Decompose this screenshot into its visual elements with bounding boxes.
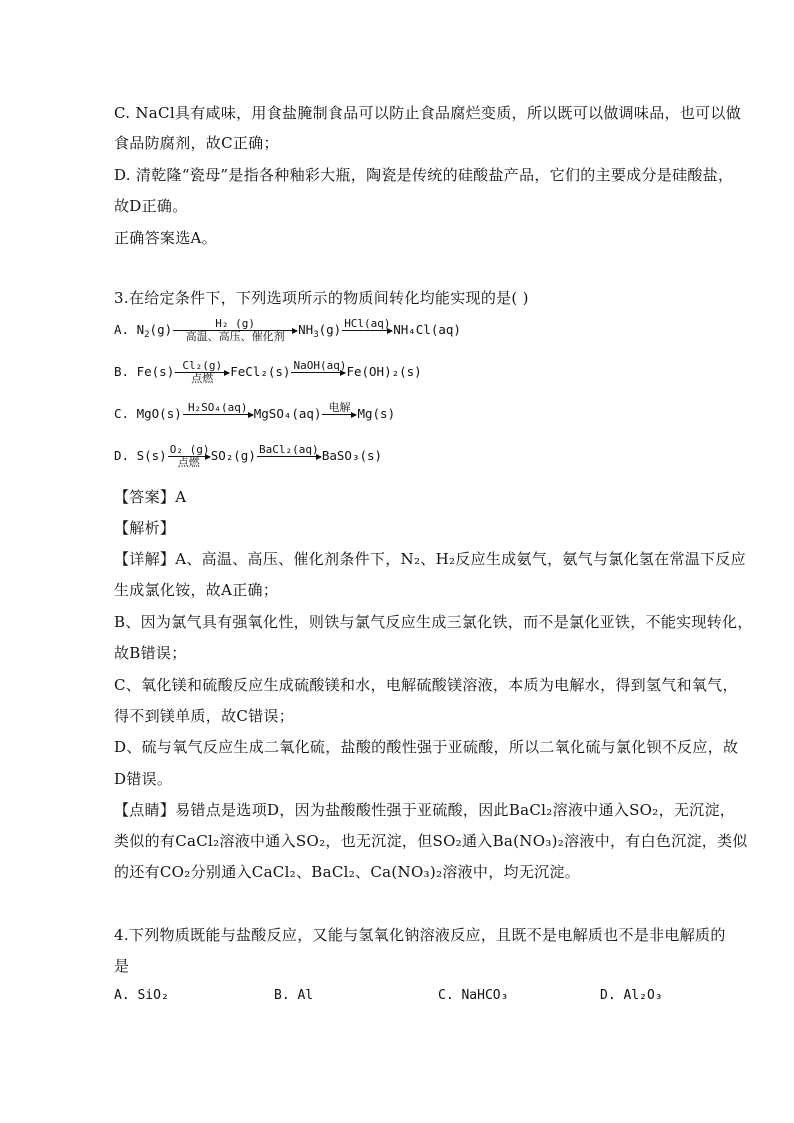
reaction-arrow: NaOH(aq) [293, 359, 347, 372]
tip-line: 的还有CO₂分别通入CaCl₂、BaCl₂、Ca(NO₃)₂溶液中，均无沉淀。 [114, 863, 581, 881]
reaction-arrow: O₂ (g) 点燃 [169, 443, 210, 469]
answer-tag: 【答案】A [114, 488, 187, 506]
q3-option-a: A. $N_2(g)$ H₂ (g) 高温、高压、催化剂 $NH_3(g)$ HCl(aq) NH₄Cl(aq) [114, 317, 461, 343]
q3-option-c: C. MgO(s) H₂SO₄(aq) MgSO₄(aq) 电解 Mg(s) [114, 402, 395, 427]
detail-line: B、因为氯气具有强氧化性，则铁与氯气反应生成三氯化铁，而不是氯化亚铁，不能实现转化， [114, 613, 753, 631]
reaction-arrow: HCl(aq) [344, 317, 391, 330]
q4-option-b: B. Al [274, 988, 314, 1003]
reaction-arrow: BaCl₂(aq) [257, 444, 321, 469]
q4-option-c: C. NaHCO₃ [438, 988, 509, 1003]
q4-option-d: D. Al₂O₃ [600, 988, 663, 1003]
q4-option-a: A. SiO₂ [114, 988, 169, 1003]
question-4-stem-cont: 是 [114, 957, 130, 975]
paragraph-d-line1: D. 清乾隆“瓷母”是指各种釉彩大瓶，陶瓷是传统的硅酸盐产品，它们的主要成分是硅酸盐， [114, 166, 734, 184]
tip-line: 类似的有CaCl₂溶液中通入SO₂，也无沉淀，但SO₂通入Ba(NO₃)₂溶液中，有白色沉淀，类似 [114, 832, 748, 850]
reaction-arrow: 电解 [322, 402, 356, 427]
reaction-arrow: Cl₂(g) 点燃 [175, 360, 229, 385]
q3-option-d: D. S(s) O₂ (g) 点燃 SO₂(g) BaCl₂(aq) BaSO₃(s) [114, 443, 383, 469]
detail-line: D、硫与氧气反应生成二氧化硫，盐酸的酸性强于亚硫酸，所以二氧化硫与氯化钡不反应，故 [114, 738, 739, 756]
reaction-arrow: H₂ (g) 高温、高压、催化剂 [173, 318, 297, 343]
detail-line: C、氧化镁和硫酸反应生成硫酸镁和水，电解硫酸镁溶液，本质为电解水，得到氢气和氧气， [114, 676, 738, 694]
question-4-stem: 4.下列物质既能与盐酸反应，又能与氢氧化钠溶液反应，且既不是电解质也不是非电解质的 [114, 926, 726, 944]
detail-line: 故B错误； [114, 644, 187, 662]
reaction-arrow: H₂SO₄(aq) [183, 402, 253, 427]
q3-option-b: B. Fe(s) Cl₂(g) 点燃 FeCl₂(s) NaOH(aq) Fe(OH)₂(s) [114, 359, 422, 385]
detail-line: 【详解】A、高温、高压、催化剂条件下，N₂、H₂反应生成氨气，氨气与氯化氢在常温下反应 [114, 550, 746, 568]
paragraph-c-line1: C. NaCl具有咸味，用食盐腌制食品可以防止食品腐烂变质，所以既可以做调味品，也可以做 [114, 104, 742, 122]
question-3-stem: 3.在给定条件下，下列选项所示的物质间转化均能实现的是( ) [114, 289, 529, 307]
paragraph-d-line2: 故D正确。 [114, 197, 188, 215]
paragraph-c-line2: 食品防腐剂，故C正确； [114, 134, 279, 152]
detail-line: D错误。 [114, 770, 173, 788]
conclusion-text: 正确答案选A。 [114, 229, 217, 247]
tip-line: 【点睛】易错点是选项D，因为盐酸酸性强于亚硫酸，因此BaCl₂溶液中通入SO₂，无沉淀， [114, 801, 736, 819]
analysis-tag: 【解析】 [114, 519, 176, 537]
detail-line: 得不到镁单质，故C错误； [114, 707, 295, 725]
detail-line: 生成氯化铵，故A正确； [114, 581, 279, 599]
